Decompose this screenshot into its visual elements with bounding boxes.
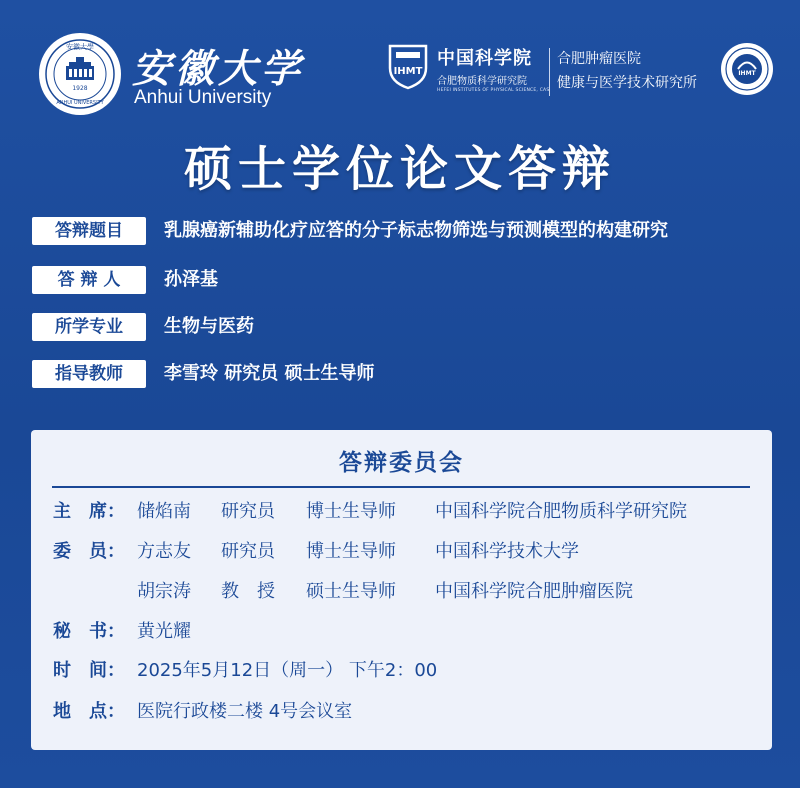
right-logo-badge: IHMT <box>738 70 756 77</box>
committee-title: 答辩委员会 <box>339 450 464 476</box>
institute-name: 健康与医学技术研究所 <box>557 75 697 91</box>
time-label: 时 间： <box>53 660 125 681</box>
cas-name: 中国科学院 <box>437 48 532 69</box>
header-divider <box>549 48 550 96</box>
info-label: 指导教师 <box>32 360 146 388</box>
secretary-name: 黄光耀 <box>137 621 191 642</box>
member-org: 中国科学院合肥肿瘤医院 <box>435 581 633 602</box>
member-name: 胡宗涛 <box>137 581 191 602</box>
cas-english: HEFEI INSTITUTES OF PHYSICAL SCIENCE, CAS <box>437 88 550 93</box>
info-value: 李雪玲 研究员 硕士生导师 <box>164 363 375 384</box>
hospital-round-logo <box>720 42 774 96</box>
time-value: 2025年5月12日（周一） 下午2：00 <box>137 660 438 681</box>
place-label: 地 点： <box>53 701 125 722</box>
member-name: 方志友 <box>137 541 191 562</box>
member-title: 研究员 <box>221 541 275 562</box>
chair-role: 博士生导师 <box>306 501 396 522</box>
member-role: 硕士生导师 <box>306 581 396 602</box>
chair-title: 研究员 <box>221 501 275 522</box>
info-value: 乳腺癌新辅助化疗应答的分子标志物筛选与预测模型的构建研究 <box>164 220 668 241</box>
member-title: 教 授 <box>221 581 275 602</box>
place-value: 医院行政楼二楼 4号会议室 <box>137 701 353 722</box>
committee-divider <box>52 486 750 488</box>
svg-text:安徽大學: 安徽大學 <box>66 43 94 51</box>
chair-name: 储焰南 <box>137 501 191 522</box>
chair-org: 中国科学院合肥物质科学研究院 <box>435 501 687 522</box>
info-value: 孙泽基 <box>164 269 218 290</box>
ihmt-shield-logo <box>386 42 430 90</box>
members-label: 委 员： <box>53 541 125 562</box>
info-label: 答辩题目 <box>32 217 146 245</box>
member-role: 博士生导师 <box>306 541 396 562</box>
school-name-cn: 安徽大学 <box>132 46 305 92</box>
page-title: 硕士学位论文答辩 <box>183 141 616 197</box>
hospital-name: 合肥肿瘤医院 <box>557 51 641 67</box>
logo-ring-text: ANHUI UNIVERSITY <box>56 100 104 106</box>
school-name-en: Anhui University <box>134 87 272 108</box>
info-label: 所学专业 <box>32 313 146 341</box>
logo-year: 1928 <box>72 85 88 92</box>
chair-label: 主 席： <box>53 501 125 522</box>
committee-card <box>31 430 772 750</box>
secretary-label: 秘 书： <box>53 621 125 642</box>
info-label: 答 辩 人 <box>32 266 146 294</box>
ihmt-badge-text: IHMT <box>393 66 423 77</box>
anhui-university-logo <box>38 32 122 116</box>
cas-subtitle: 合肥物质科学研究院 <box>437 76 527 87</box>
info-value: 生物与医药 <box>164 316 254 337</box>
member-org: 中国科学技术大学 <box>435 541 579 562</box>
